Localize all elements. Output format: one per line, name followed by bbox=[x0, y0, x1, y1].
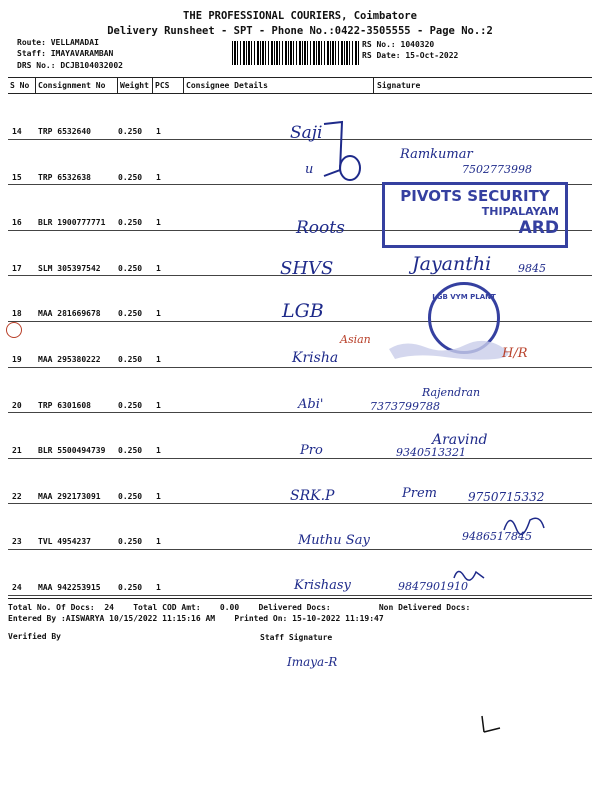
handwritten-consignee: SHVS bbox=[280, 258, 334, 279]
handwritten-consignee: LGB bbox=[282, 300, 324, 322]
totals-line: Total No. Of Docs: 24 Total COD Amt: 0.00 Delivered Docs: Non Delivered Docs: bbox=[8, 603, 471, 612]
row-weight: 0.250 bbox=[118, 537, 143, 546]
row-weight: 0.250 bbox=[118, 309, 143, 318]
route-label: Route: VELLAMADAI bbox=[17, 38, 99, 47]
header-pcs: PCS bbox=[155, 81, 170, 90]
row-consignment-no: MAA 281669678 bbox=[38, 309, 101, 318]
row-consignment-no: MAA 942253915 bbox=[38, 583, 101, 592]
barcode bbox=[232, 41, 359, 65]
table-row-rule bbox=[8, 412, 592, 413]
row-weight: 0.250 bbox=[118, 401, 143, 410]
footer-rule bbox=[8, 598, 592, 599]
row-consignment-no: TRP 6532640 bbox=[38, 127, 91, 136]
bracket-scribble bbox=[320, 118, 370, 188]
handwritten-signature: Prem bbox=[402, 486, 437, 501]
header-consignee: Consignee Details bbox=[186, 81, 268, 90]
security-stamp-title: PIVOTS SECURITY bbox=[400, 187, 550, 205]
row-consignment-no: TRP 6532638 bbox=[38, 173, 91, 182]
row-consignment-no: BLR 1900777771 bbox=[38, 218, 106, 227]
handwritten-consignee: Krishasy bbox=[294, 578, 351, 593]
handwritten-consignee: Saji bbox=[290, 123, 323, 143]
table-row-rule bbox=[8, 595, 592, 596]
col-divider bbox=[373, 77, 374, 94]
row-sno: 15 bbox=[12, 173, 22, 182]
row-pcs: 1 bbox=[156, 309, 161, 318]
document-subtitle: Delivery Runsheet - SPT - Phone No.:0422-3505555 - Page No.:2 bbox=[107, 25, 493, 37]
security-stamp bbox=[382, 182, 568, 248]
row-pcs: 1 bbox=[156, 218, 161, 227]
row-consignment-no: MAA 292173091 bbox=[38, 492, 101, 501]
header-signature: Signature bbox=[377, 81, 421, 90]
row-sno: 24 bbox=[12, 583, 22, 592]
header-sno: S No bbox=[10, 81, 30, 90]
row-weight: 0.250 bbox=[118, 218, 143, 227]
table-row-rule bbox=[8, 458, 592, 459]
handwritten-signature: 7502773998 bbox=[462, 163, 532, 176]
row-weight: 0.250 bbox=[118, 583, 143, 592]
row-weight: 0.250 bbox=[118, 446, 143, 455]
handwritten-consignee: SRK.P bbox=[290, 488, 335, 504]
drs-number: DRS No.: DCJB104032002 bbox=[17, 61, 123, 70]
row-consignment-no: TRP 6301608 bbox=[38, 401, 91, 410]
row-sno: 19 bbox=[12, 355, 22, 364]
row-weight: 0.250 bbox=[118, 355, 143, 364]
row-weight: 0.250 bbox=[118, 492, 143, 501]
col-divider bbox=[35, 77, 36, 94]
row-consignment-no: BLR 5500494739 bbox=[38, 446, 106, 455]
row-sno: 16 bbox=[12, 218, 22, 227]
col-divider bbox=[117, 77, 118, 94]
col-divider bbox=[183, 77, 184, 94]
col-divider bbox=[152, 77, 153, 94]
row-sno: 22 bbox=[12, 492, 22, 501]
staff-label: Staff: IMAYAVARAMBAN bbox=[17, 49, 114, 58]
handwritten-signature: 9847901910 bbox=[398, 580, 468, 593]
row-consignment-no: MAA 295380222 bbox=[38, 355, 101, 364]
row-pcs: 1 bbox=[156, 264, 161, 273]
rs-date: RS Date: 15-Oct-2022 bbox=[362, 51, 459, 60]
document-title: THE PROFESSIONAL COURIERS, Coimbatore bbox=[183, 10, 417, 22]
circle-mark bbox=[6, 322, 22, 338]
row-sno: 18 bbox=[12, 309, 22, 318]
row-weight: 0.250 bbox=[118, 173, 143, 182]
handwritten-signature: 9486517845 bbox=[462, 530, 532, 543]
round-stamp-text: LGB VYM PLANT bbox=[432, 293, 496, 301]
row-pcs: 1 bbox=[156, 446, 161, 455]
verified-by-label: Verified By bbox=[8, 632, 61, 641]
row-weight: 0.250 bbox=[118, 127, 143, 136]
handwritten-signature: 7373799788 bbox=[370, 400, 440, 413]
handwritten-signature: Ramkumar bbox=[400, 147, 473, 162]
handwritten-signature: 9845 bbox=[518, 262, 546, 275]
row-sno: 20 bbox=[12, 401, 22, 410]
staff-signature: Imaya-R bbox=[287, 655, 338, 669]
pen-mark bbox=[476, 708, 506, 738]
handwritten-consignee: Asian bbox=[340, 333, 371, 346]
rs-number: RS No.: 1040320 bbox=[362, 40, 435, 49]
row-sno: 14 bbox=[12, 127, 22, 136]
table-top-rule bbox=[8, 77, 592, 78]
row-consignment-no: TVL 4954237 bbox=[38, 537, 91, 546]
handwritten-signature: Aravind bbox=[432, 432, 488, 448]
row-sno: 17 bbox=[12, 264, 22, 273]
staff-signature-label: Staff Signature bbox=[260, 633, 333, 642]
table-row-rule bbox=[8, 549, 592, 550]
handwritten-signature: 9750715332 bbox=[468, 490, 545, 504]
table-header-rule bbox=[8, 93, 592, 94]
signature-scribble bbox=[500, 510, 550, 540]
security-stamp-place: THIPALAYAM bbox=[481, 205, 559, 218]
header-consignment: Consignment No bbox=[38, 81, 106, 90]
handwritten-consignee: u bbox=[305, 162, 314, 177]
row-pcs: 1 bbox=[156, 355, 161, 364]
row-weight: 0.250 bbox=[118, 264, 143, 273]
security-stamp-suffix: ARD bbox=[518, 218, 559, 238]
row-pcs: 1 bbox=[156, 537, 161, 546]
header-weight: Weight bbox=[120, 81, 149, 90]
row-pcs: 1 bbox=[156, 583, 161, 592]
handwritten-signature: Jayanthi bbox=[412, 253, 492, 275]
row-pcs: 1 bbox=[156, 401, 161, 410]
signature-scribble bbox=[450, 564, 490, 586]
handwritten-consignee: Abi' bbox=[298, 397, 324, 412]
handwritten-signature: Rajendran bbox=[422, 386, 481, 399]
handwritten-consignee: Krisha bbox=[292, 350, 339, 366]
row-pcs: 1 bbox=[156, 492, 161, 501]
handwritten-consignee: Muthu Say bbox=[298, 533, 370, 548]
handwritten-signature: 9340513321 bbox=[396, 446, 466, 459]
row-pcs: 1 bbox=[156, 173, 161, 182]
handwritten-consignee: Roots bbox=[296, 218, 345, 238]
row-pcs: 1 bbox=[156, 127, 161, 136]
row-sno: 23 bbox=[12, 537, 22, 546]
handwritten-signature: H/R bbox=[502, 346, 528, 361]
table-row-rule bbox=[8, 367, 592, 368]
entered-by-line: Entered By :AISWARYA 10/15/2022 11:15:16 AM Printed On: 15-10-2022 11:19:47 bbox=[8, 614, 384, 623]
handwritten-consignee: Pro bbox=[300, 443, 323, 458]
row-consignment-no: SLM 305397542 bbox=[38, 264, 101, 273]
row-sno: 21 bbox=[12, 446, 22, 455]
